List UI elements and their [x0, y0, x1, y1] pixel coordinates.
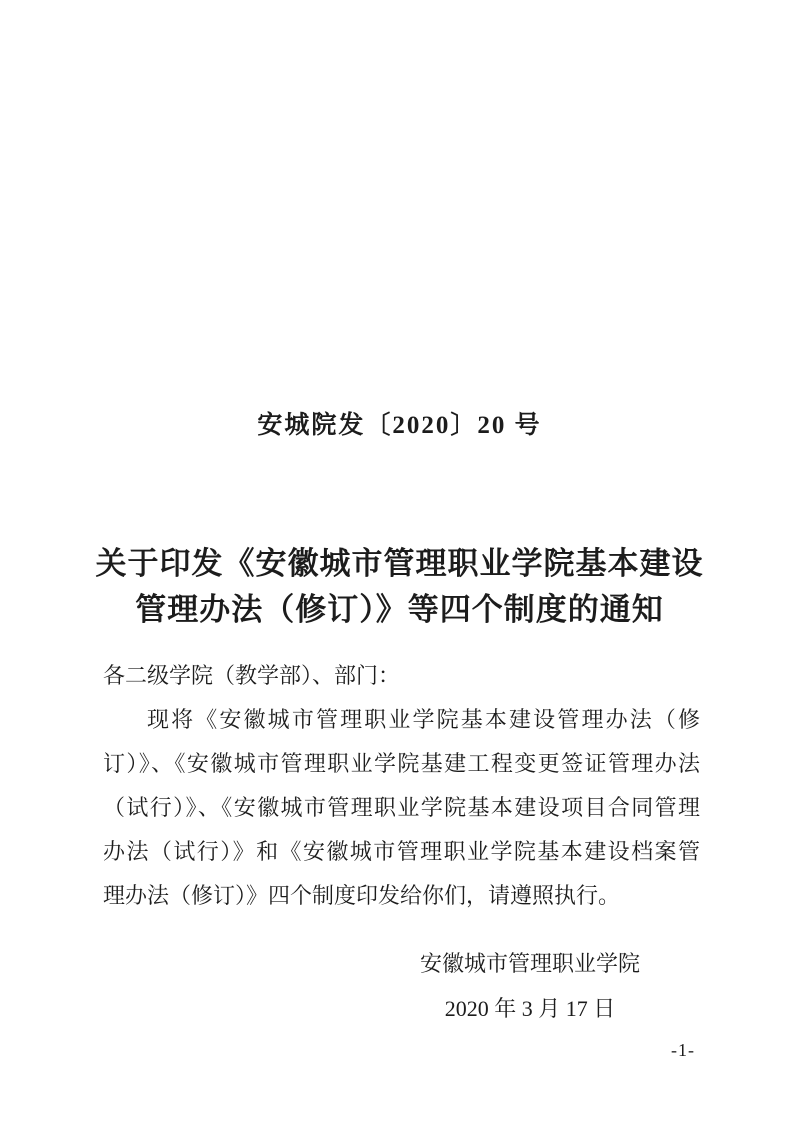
issue-date: 2020 年 3 月 17 日 [444, 996, 616, 1021]
doc-number: 安城院发〔2020〕20 号 [257, 412, 542, 439]
salutation-line: 各二级学院（教学部）、部门： [103, 663, 401, 688]
body-line: （试行）》、《安徽城市管理职业学院基本建设项目合同管理 [103, 795, 700, 820]
document-body [103, 654, 700, 918]
body-line: 办法（试行）》和《安徽城市管理职业学院基本建设档案管 [103, 839, 700, 864]
body-line: 订）》、《安徽城市管理职业学院基建工程变更签证管理办法 [103, 751, 700, 776]
title-line-1: 关于印发《安徽城市管理职业学院基本建设 [95, 546, 704, 581]
title-line-2: 管理办法（修订）》等四个制度的通知 [135, 592, 664, 627]
page-number: -1- [671, 1040, 695, 1060]
body-line: 现将《安徽城市管理职业学院基本建设管理办法（修 [147, 707, 700, 732]
document-title [0, 541, 799, 633]
body-line: 理办法（修订）》四个制度印发给你们，请遵照执行。 [103, 883, 621, 908]
signature-block [400, 941, 660, 1031]
issuing-organization: 安徽城市管理职业学院 [419, 951, 640, 976]
